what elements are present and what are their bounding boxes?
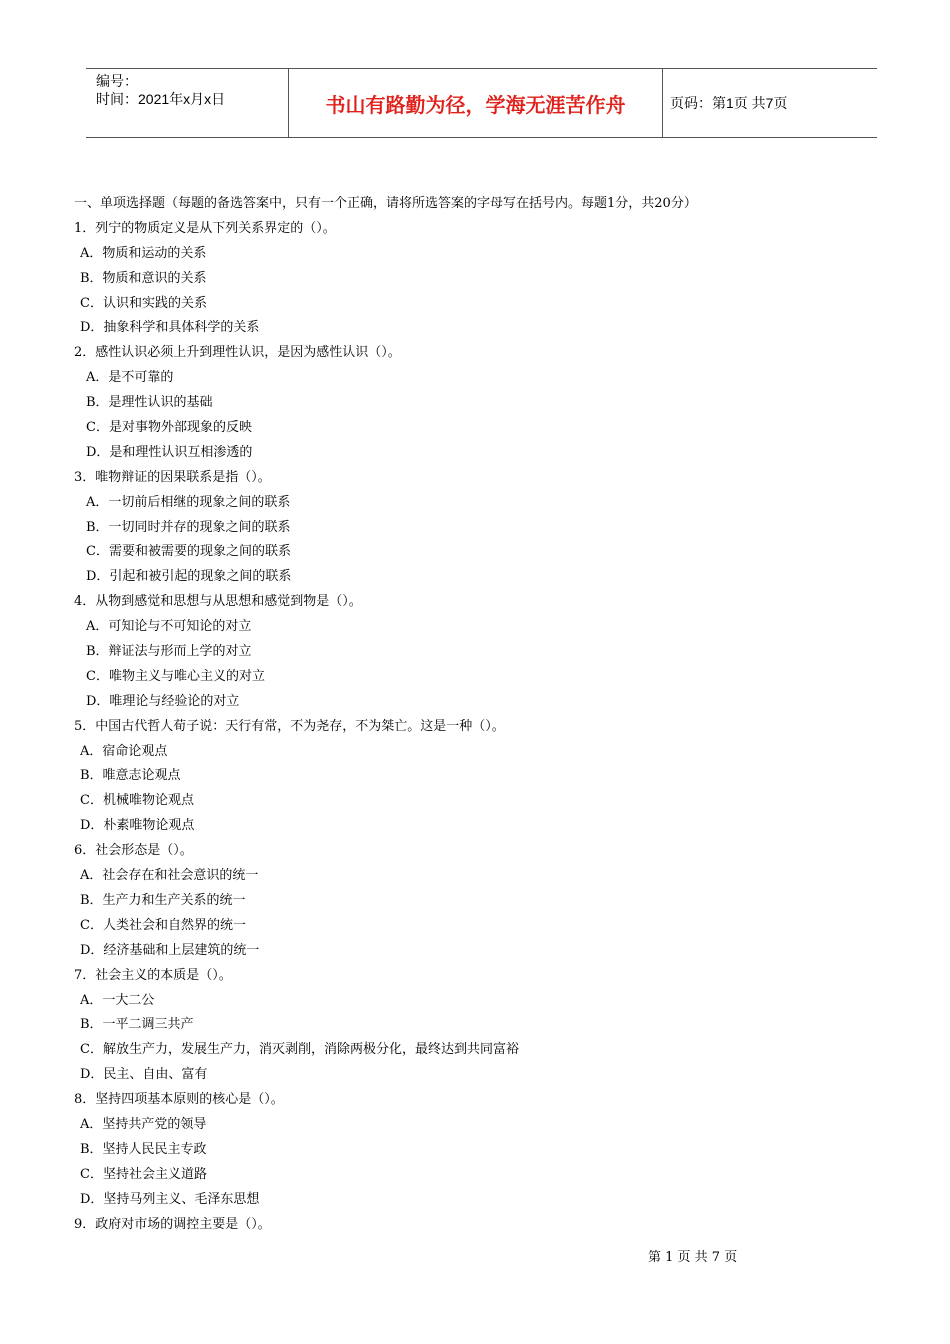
question-stem: 8．坚持四项基本原则的核心是（）。 <box>74 1092 284 1108</box>
question-stem: 3．唯物辩证的因果联系是指（）。 <box>74 469 271 485</box>
question-option: C．认识和实践的关系 <box>80 295 207 311</box>
question-stem: 9．政府对市场的调控主要是（）。 <box>74 1216 271 1232</box>
time-label: 时间：2021年x月x日 <box>96 91 226 107</box>
question-option: D．朴素唯物论观点 <box>80 818 195 834</box>
header-table <box>86 68 877 138</box>
question-option: B．辩证法与形而上学的对立 <box>86 644 252 660</box>
question-option: C．唯物主义与唯心主义的对立 <box>86 668 265 684</box>
question-option: A．宿命论观点 <box>80 743 168 759</box>
question-option: D．经济基础和上层建筑的统一 <box>80 942 260 958</box>
question-option: A．一大二公 <box>80 992 155 1008</box>
question-stem: 5．中国古代哲人荀子说：天行有常，不为尧存，不为桀亡。这是一种（）。 <box>74 718 505 734</box>
question-option: C．是对事物外部现象的反映 <box>86 420 252 436</box>
question-option: C．坚持社会主义道路 <box>80 1166 207 1182</box>
question-stem: 4．从物到感觉和思想与从思想和感觉到物是（）。 <box>74 594 362 610</box>
question-option: A．物质和运动的关系 <box>80 245 207 261</box>
question-option: D．唯理论与经验论的对立 <box>86 693 240 709</box>
question-option: C．机械唯物论观点 <box>80 793 194 809</box>
question-option: A．是不可靠的 <box>86 370 174 386</box>
question-option: B．物质和意识的关系 <box>80 270 207 286</box>
question-option: A．一切前后相继的现象之间的联系 <box>86 494 291 510</box>
question-option: B．唯意志论观点 <box>80 768 181 784</box>
question-content <box>74 192 894 1237</box>
question-option: B．生产力和生产关系的统一 <box>80 892 246 908</box>
question-option: A．坚持共产党的领导 <box>80 1116 207 1132</box>
question-option: C．人类社会和自然界的统一 <box>80 917 246 933</box>
page-footer: 第 1 页 共 7 页 <box>648 1250 738 1265</box>
question-option: C．解放生产力，发展生产力，消灭剥削，消除两极分化，最终达到共同富裕 <box>80 1042 519 1058</box>
question-option: B．坚持人民民主专政 <box>80 1141 207 1157</box>
question-option: D．民主、自由、富有 <box>80 1067 208 1083</box>
question-option: D．是和理性认识互相渗透的 <box>86 444 253 460</box>
question-stem: 6．社会形态是（）。 <box>74 843 193 859</box>
question-option: B．一切同时并存的现象之间的联系 <box>86 519 291 535</box>
page-code: 页码：第1页 共7页 <box>670 95 788 111</box>
question-option: A．可知论与不可知论的对立 <box>86 619 252 635</box>
section-title: 一、单项选择题（每题的备选答案中，只有一个正确，请将所选答案的字母写在括号内。每题1分，共20分） <box>74 196 697 211</box>
question-option: D．坚持马列主义、毛泽东思想 <box>80 1191 260 1207</box>
question-option: B．一平二调三共产 <box>80 1017 194 1033</box>
question-stem: 7．社会主义的本质是（）。 <box>74 967 232 983</box>
question-stem: 1．列宁的物质定义是从下列关系界定的（）。 <box>74 220 336 236</box>
header-left-cell <box>86 69 288 137</box>
question-stem: 2．感性认识必须上升到理性认识，是因为感性认识（）。 <box>74 345 401 361</box>
motto: 书山有路勤为径，学海无涯苦作舟 <box>288 69 663 137</box>
question-option: D．引起和被引起的现象之间的联系 <box>86 569 292 585</box>
number-label: 编号： <box>96 73 138 89</box>
question-option: C．需要和被需要的现象之间的联系 <box>86 544 291 560</box>
question-option: A．社会存在和社会意识的统一 <box>80 868 259 884</box>
question-option: D．抽象科学和具体科学的关系 <box>80 320 260 336</box>
question-option: B．是理性认识的基础 <box>86 395 213 411</box>
